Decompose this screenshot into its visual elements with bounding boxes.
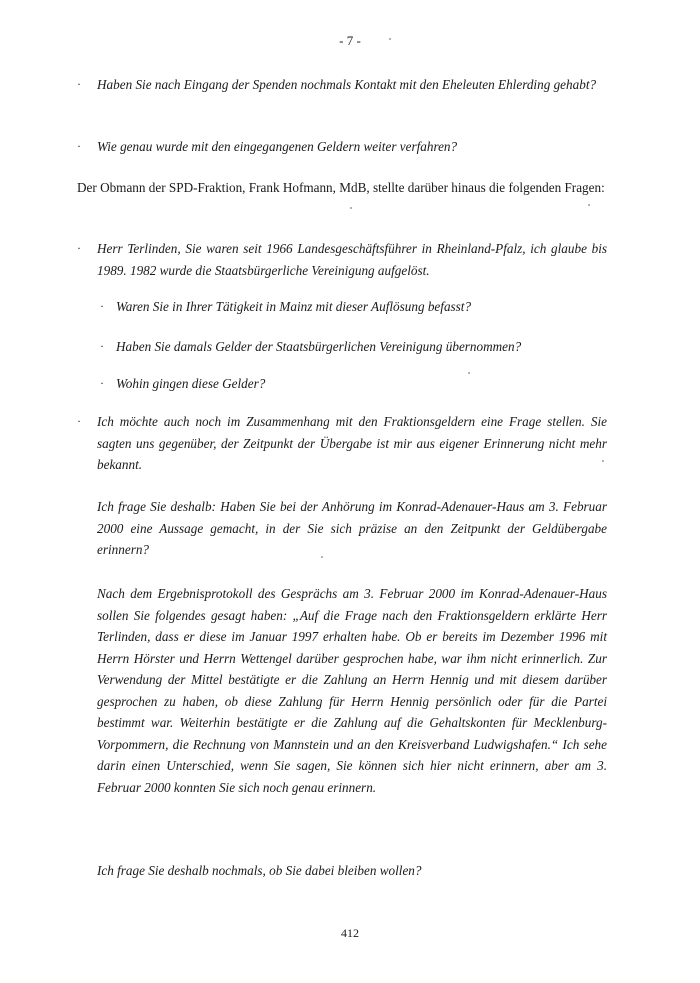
sub-question-2: Haben Sie damals Gelder der Staatsbürgerlichen Vereinigung übernommen? <box>116 339 522 354</box>
scan-speck <box>602 460 604 462</box>
bullet-marker: . <box>100 296 104 310</box>
paragraph-anhoerung: Ich frage Sie deshalb: Haben Sie bei der Anhörung im Konrad-Adenauer-Haus am 3. Februar 2000 eine Aussage gemacht, in der Sie sich präzise an den Zeitpunkt der Geldübergabe erinnern? <box>97 499 607 557</box>
bullet-marker: . <box>100 373 104 387</box>
page-number-bottom: 412 <box>341 926 359 940</box>
paragraph-final-question: Ich frage Sie deshalb nochmals, ob Sie dabei bleiben wollen? <box>97 863 422 878</box>
scan-speck <box>468 372 470 374</box>
scan-speck <box>321 556 323 558</box>
paragraph-fraktionsgelder: Ich möchte auch noch im Zusammenhang mit den Fraktionsgeldern eine Frage stellen. Sie sagten uns gegenüber, der Zeitpunkt der Übergabe ist mir aus eigener Erinnerung nicht mehr bekannt. <box>97 414 607 472</box>
sub-question-3: Wohin gingen diese Gelder? <box>116 376 266 391</box>
question-2: Wie genau wurde mit den eingegangenen Geldern weiter verfahren? <box>97 139 458 154</box>
scan-speck <box>389 38 391 40</box>
bullet-marker: . <box>100 336 104 350</box>
paragraph-terlinden: Herr Terlinden, Sie waren seit 1966 Landesgeschäftsführer in Rheinland-Pfalz, ich glaube bis 1989. 1982 wurde die Staatsbürgerliche Vereinigung aufgelöst. <box>97 241 607 278</box>
scan-speck <box>588 204 590 206</box>
paragraph-ergebnisprotokoll: Nach dem Ergebnisprotokoll des Gesprächs am 3. Februar 2000 im Konrad-Adenauer-Haus sollen Sie folgendes gesagt haben: „Auf die Frage nach den Fraktionsgeldern erklärte Herr Terlinden, dass er diese im Januar 1997 erhalten habe. Ob er bereits im Dezember 1996 mit Herrn Hörster und Herrn Wettengel darüber gesprochen habe, war ihm nicht erinnerlich. Zur Verwendung der Mittel bestätigte er die Zahlung an Herrn Hennig und mit diesem darüber gesprochen zu haben, ob diese Zahlung für Herrn Hennig persönlich oder für die Partei bestimmt war. Weiterhin bestätigte er die Zahlung auf die Gehaltskonten für Mecklenburg-Vorpommern, die Rechnung von Mannstein und an den Kreisverband Ludwigshafen.“ Ich sehe darin einen Unterschied, wenn Sie sagen, Sie können sich hier nicht erinnern, aber am 3. Februar 2000 konnten Sie sich noch genau erinnern. <box>97 586 607 795</box>
intro-paragraph: Der Obmann der SPD-Fraktion, Frank Hofmann, MdB, stellte darüber hinaus die folgenden Fragen: <box>77 180 605 195</box>
sub-question-1: Waren Sie in Ihrer Tätigkeit in Mainz mit dieser Auflösung befasst? <box>116 299 472 314</box>
bullet-marker: . <box>77 238 81 252</box>
bullet-marker: . <box>77 411 81 425</box>
bullet-marker: . <box>77 136 81 150</box>
bullet-marker: . <box>77 74 81 88</box>
scan-speck <box>350 207 352 209</box>
page-marker-top: - 7 - <box>339 33 361 48</box>
question-1: Haben Sie nach Eingang der Spenden nochmals Kontakt mit den Eheleuten Ehlerding gehabt? <box>97 77 597 92</box>
